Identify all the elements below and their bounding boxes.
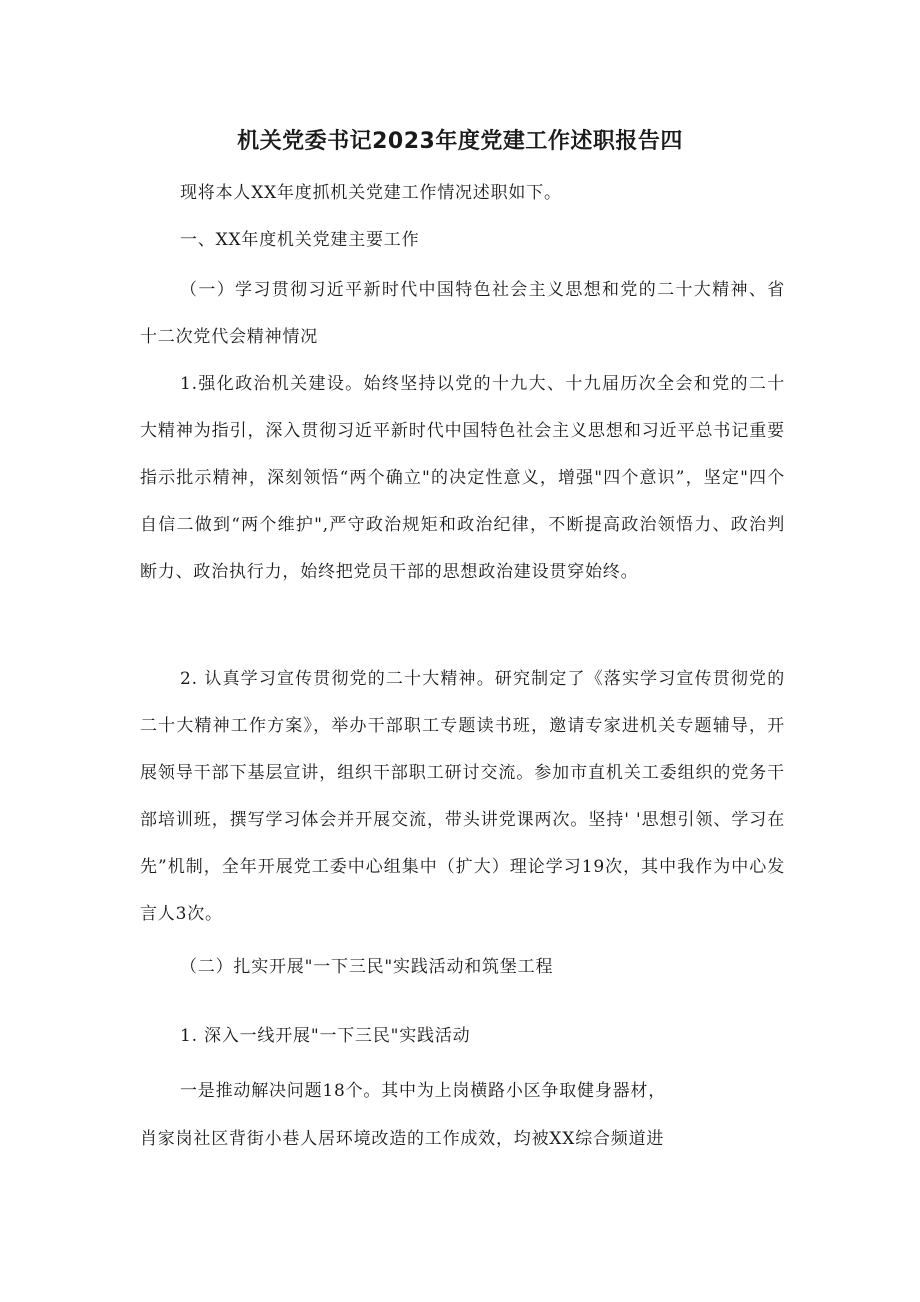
intro-paragraph: 现将本人XX年度抓机关党建工作情况述职如下。 — [180, 183, 562, 203]
subsection-heading-1: （一）学习贯彻习近平新时代中国特色社会主义思想和党的二十大精神、省十二次党代会精神情况 — [140, 280, 785, 347]
document-title: 机关党委书记2023年度党建工作述职报告四 — [237, 129, 683, 154]
paragraph-political-building: 1.强化政治机关建设。始终坚持以党的十九大、十九届历次全会和党的二十大精神为指引，深入贯彻习近平新时代中国特色社会主义思想和习近平总书记重要指示批示精神，深刻领悟“两个确立"的决定性意义，增强"四个意识”，坚定"四个自信二做到“两个维护",严守政治规矩和政治纪律，不断提高政治领悟力、政治判断力、政治执行力，始终把党员干部的思想政治建设贯穿始终。 — [140, 374, 785, 582]
item-heading-1: 1. 深入一线开展"一下三民"实践活动 — [180, 1026, 471, 1046]
paragraph-line-problems: 一是推动解决问题18个。其中为上岗横路小区争取健身器材， — [180, 1081, 667, 1101]
section-heading-1: 一、XX年度机关党建主要工作 — [180, 230, 420, 250]
subsection-heading-2: （二）扎实开展"一下三民"实践活动和筑堡工程 — [180, 957, 554, 977]
paragraph-study-congress-spirit: 2. 认真学习宣传贯彻党的二十大精神。研究制定了《落实学习宣传贯彻党的二十大精神工作方案》，举办干部职工专题读书班，邀请专家进机关专题辅导，开展领导干部下基层宣讲，组织干部职工研讨交流。参加市直机关工委组织的党务干部培训班，撰写学习体会并开展交流，带头讲党课两次。坚持' '思想引领、学习在先”机制，全年开展党工委中心组集中（扩大）理论学习19次，其中我作为中心发言人3次。 — [140, 669, 785, 924]
paragraph-line-community: 肖家岗社区背街小巷人居环境改造的工作成效，均被XX综合频道进 — [140, 1129, 665, 1149]
